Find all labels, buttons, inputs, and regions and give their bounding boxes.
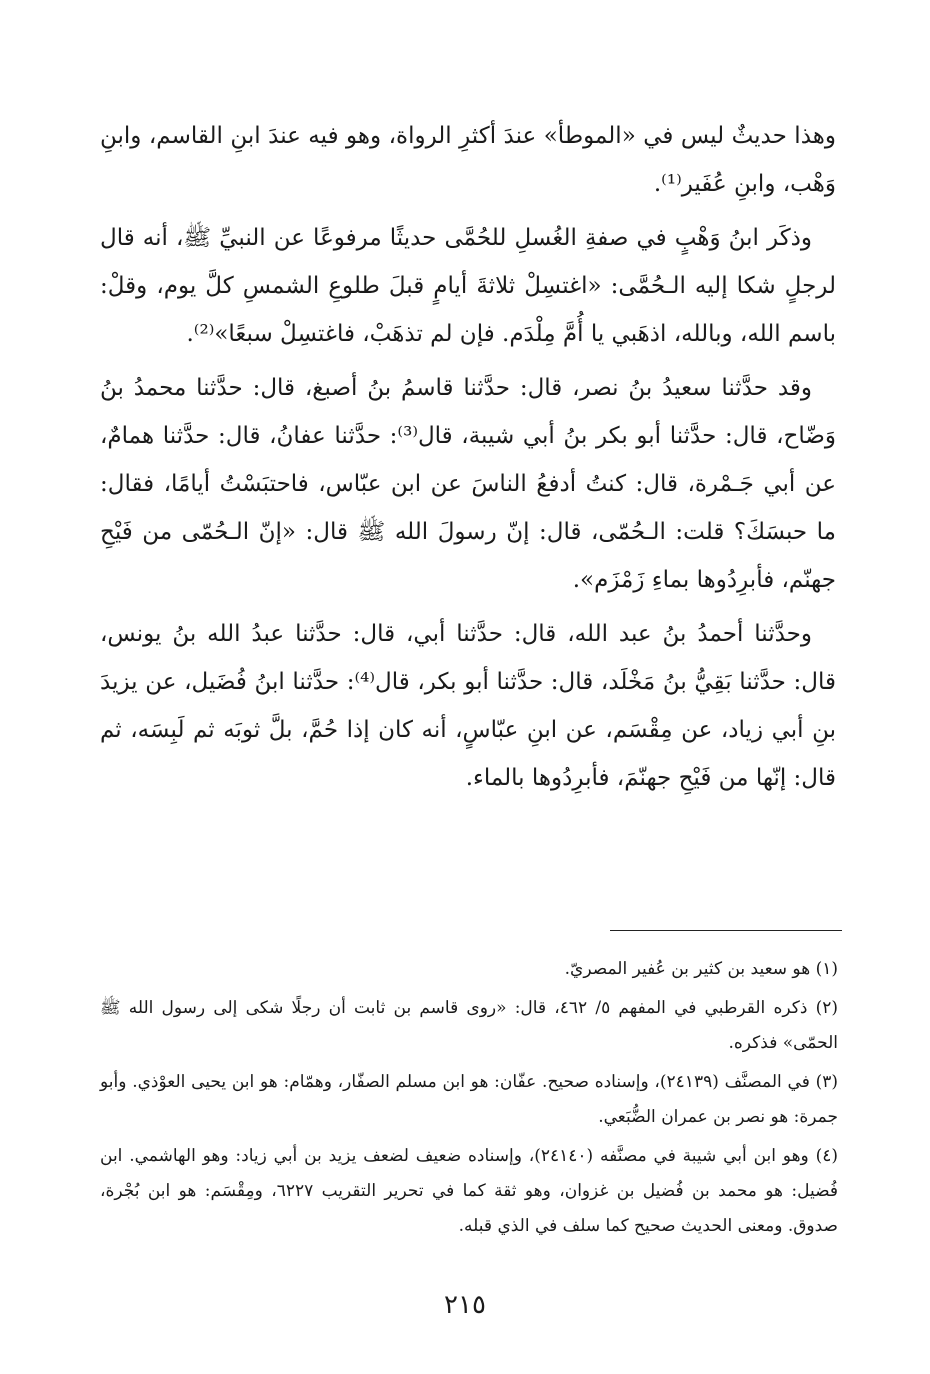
footnote-divider [610, 930, 842, 931]
paragraph-1: وهذا حديثٌ ليس في «الموطأ» عندَ أكثرِ الرواة، وهو فيه عندَ ابنِ القاسم، وابنِ وَهْب، وابنِ عُفَير⁽¹⁾. [100, 123, 836, 197]
page-number: ٢١٥ [444, 1290, 486, 1320]
footnote-1: (١) هو سعيد بن كثير بن عُفير المصريّ. [564, 959, 838, 979]
main-text [100, 112, 836, 808]
footnote-4: (٤) وهو ابن أبي شيبة في مصنَّفه (٢٤١٤٠)، وإسناده ضعيف لضعف يزيد بن أبي زياد: وهو الهاشمي. ابن فُضيل: هو محمد بن فُضيل بن غزوان، وهو ثقة كما في تحرير التقريب ٦٢٢٧، ومِقْسَم: هو ابن بُجْرة، صدوق. ومعنى الحديث صحيح كما سلف في الذي قبله. [100, 1146, 838, 1236]
paragraph-3: وقد حدَّثنا سعيدُ بنُ نصر، قال: حدَّثنا قاسمُ بنُ أصبغ، قال: حدَّثنا محمدُ بنُ وَضّاح، قال: حدَّثنا أبو بكر بنُ أبي شيبة، قال⁽³⁾: حدَّثنا عفانُ، قال: حدَّثنا همامٌ، عن أبي جَـمْرة، قال: كنتُ أدفعُ الناسَ عن ابن عبّاس، فاحتبَسْتُ أيامًا، فقال: ما حبسَكَ؟ قلت: الـحُمّى، قال: إنّ رسولَ الله ﷺ قال: «إنّ الـحُمّى من فَيْحِ جهنّم، فأبرِدُوها بماءِ زَمْزَم». [100, 375, 836, 593]
paragraph-2: وذكَر ابنُ وَهْبٍ في صفةِ الغُسلِ للحُمَّى حديثًا مرفوعًا عن النبيِّ ﷺ، أنه قال لرجلٍ شكا إليه الـحُمَّى: «اغتسِلْ ثلاثةَ أيامٍ قبلَ طلوعِ الشمسِ كلَّ يوم، وقلْ: باسم الله، وبالله، اذهَبي يا أُمَّ مِلْدَم. فإن لم تذهَبْ، فاغتسِلْ سبعًا»⁽²⁾. [100, 225, 836, 347]
paragraph-4: وحدَّثنا أحمدُ بنُ عبد الله، قال: حدَّثنا أبي، قال: حدَّثنا عبدُ الله بنُ يونس، قال: حدَّثنا بَقِيُّ بنُ مَخْلَد، قال: حدَّثنا أبو بكر، قال⁽⁴⁾: حدَّثنا ابنُ فُضَيل، عن يزيدَ بنِ أبي زياد، عن مِقْسَم، عن ابنِ عبّاسٍ، أنه كان إذا حُمَّ، بلَّ ثوبَه ثم لَبِسَه، ثم قال: إنّها من فَيْحِ جهنّمَ، فأبرِدُوها بالماء. [100, 621, 836, 791]
footnote-2: (٢) ذكره القرطبي في المفهم ٥/ ٤٦٢، قال: «روى قاسم بن ثابت أن رجلًا شكى إلى رسول الله ﷺ الحمّى» فذكره. [100, 998, 838, 1053]
footnotes [100, 952, 838, 1248]
footnote-3: (٣) في المصنَّف (٢٤١٣٩)، وإسناده صحيح. عفّان: هو ابن مسلم الصفّار، وهمّام: هو ابن يحيى العوْذي. وأبو جمرة: هو نصر بن عمران الضُّبَعي. [100, 1072, 838, 1127]
